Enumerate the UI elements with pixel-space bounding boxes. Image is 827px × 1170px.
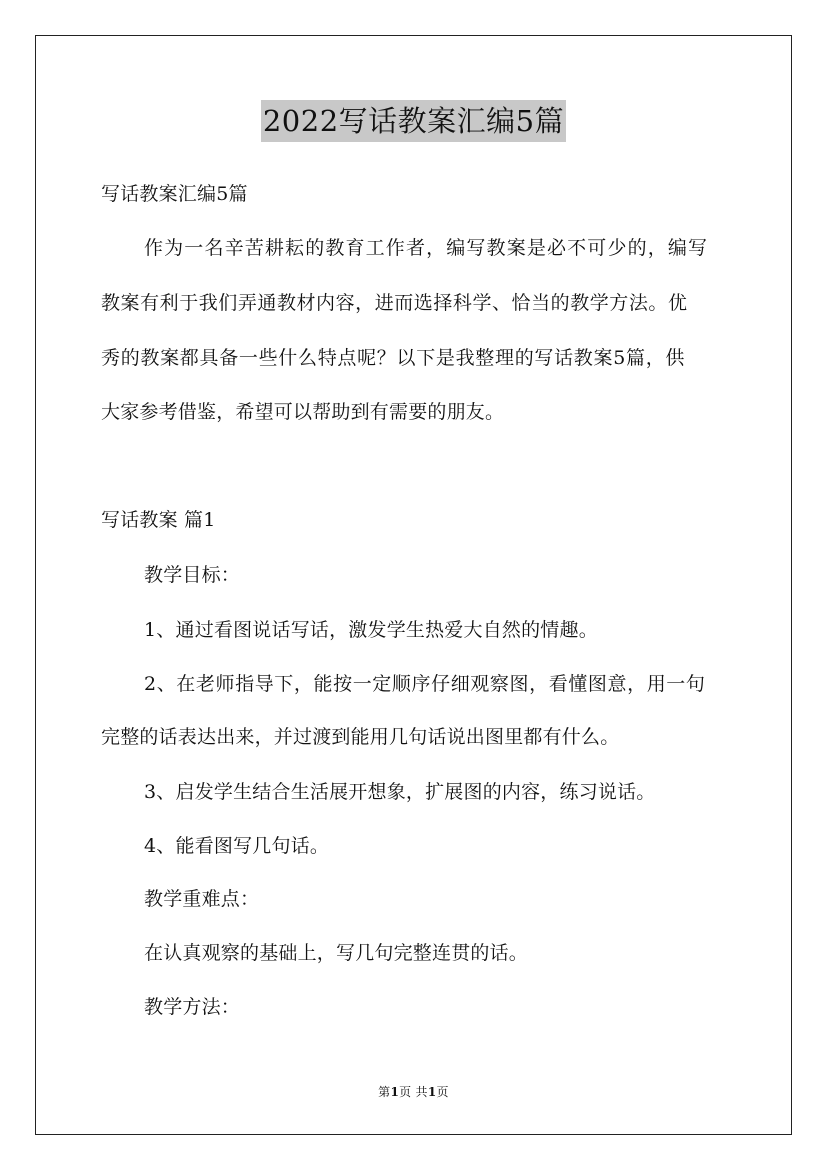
intro-line-3: 秀的教案都具备一些什么特点呢？以下是我整理的写话教案5篇，供 — [101, 347, 686, 369]
page-footer — [0, 1083, 827, 1101]
goals-label: 教学目标： — [144, 564, 241, 586]
title-container — [0, 100, 827, 142]
goal-item-1: 1、通过看图说话写话，激发学生热爱大自然的情趣。 — [144, 619, 598, 641]
goal-item-4: 4、能看图写几句话。 — [144, 835, 330, 857]
method-label: 教学方法： — [144, 996, 241, 1018]
goal-item-2-cont: 完整的话表达出来，并过渡到能用几句话说出图里都有什么。 — [101, 726, 620, 748]
footer-page-number: 1 — [390, 1085, 400, 1099]
intro-line-2: 教案有利于我们弄通教材内容，进而选择科学、恰当的教学方法。优 — [101, 292, 688, 314]
intro-line-4: 大家参考借鉴，希望可以帮助到有需要的朋友。 — [101, 401, 505, 423]
document-title: 2022写话教案汇编5篇 — [261, 100, 566, 142]
footer-page-mid: 页 共 — [399, 1085, 428, 1099]
section-heading: 写话教案 篇1 — [101, 509, 216, 531]
footer-page-suffix: 页 — [436, 1085, 449, 1099]
document-subtitle: 写话教案汇编5篇 — [101, 183, 248, 205]
key-label: 教学重难点： — [144, 888, 260, 910]
footer-page-total: 1 — [427, 1085, 437, 1099]
intro-line-1: 作为一名辛苦耕耘的教育工作者，编写教案是必不可少的，编写 — [144, 237, 709, 259]
footer-page-prefix: 第 — [378, 1085, 391, 1099]
key-text: 在认真观察的基础上，写几句完整连贯的话。 — [144, 942, 529, 964]
goal-item-2: 2、在老师指导下，能按一定顺序仔细观察图，看懂图意，用一句 — [144, 673, 706, 695]
goal-item-3: 3、启发学生结合生活展开想象，扩展图的内容，练习说话。 — [144, 781, 656, 803]
